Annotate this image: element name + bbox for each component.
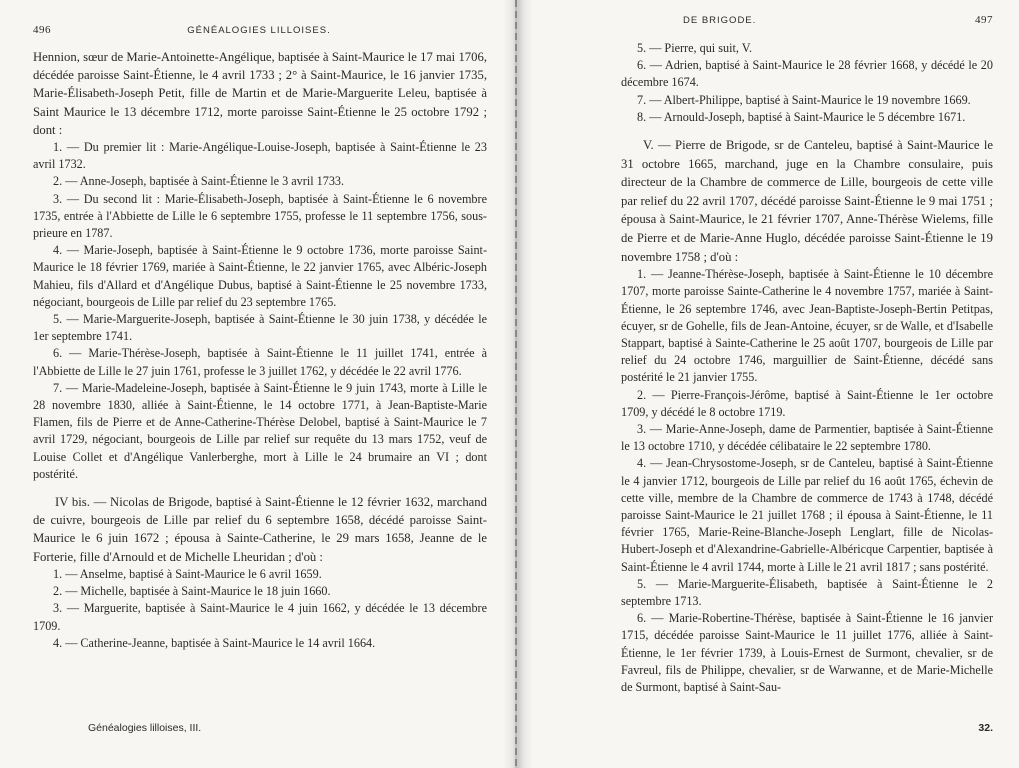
genealogy-entry: 3. — Marie-Anne-Joseph, dame de Parmentier, baptisée à Saint-Étienne le 13 octobre 1710, y décédée célibataire le 22 septembre 1780. [621, 422, 993, 454]
genealogy-entry: 4. — Marie-Joseph, baptisée à Saint-Étienne le 9 octobre 1736, morte paroisse Saint-Maurice le 18 février 1769, mariée à Saint-Étienne, le 22 janvier 1765, avec Albéric-Joseph Mahieu, fils d'Allard et d'Angélique Dubus, baptisé à Saint-Étienne le 25 novembre 1733, négociant, bourgeois de Lille par relief du 23 septembre 1765. [33, 243, 487, 309]
genealogy-entry: 1. — Du premier lit : Marie-Angélique-Louise-Joseph, baptisée à Saint-Étienne le 23 avril 1732. [33, 140, 487, 172]
left-page-body [33, 48, 487, 652]
genealogy-entry: 7. — Marie-Madeleine-Joseph, baptisée à Saint-Étienne le 9 juin 1743, morte à Lille le 28 novembre 1830, alliée à Saint-Étienne, le 14 octobre 1771, à Jean-Baptiste-Marie Flamen, fils de Pierre et de Anne-Catherine-Thérèse Delobel, baptisé à Saint-Maurice le 7 avril 1729, négociant, bourgeois de Lille par relief sur requête du 13 mars 1752, veuf de Louise Collet et d'Angélique Vanlerberghe, mort à Lille le 24 brumaire an VI ; dont postérité. [33, 380, 487, 481]
right-page [533, 0, 1019, 768]
genealogy-entry: 3. — Du second lit : Marie-Élisabeth-Joseph, baptisée à Saint-Étienne le 6 novembre 1735, entrée à l'Abbiette de Lille le 6 septembre 1755, professe le 11 septembre 1756, sous-prieure en 1787. [33, 191, 487, 241]
book-gutter [503, 0, 533, 768]
genealogy-entry: 6. — Adrien, baptisé à Saint-Maurice le 28 février 1668, y décédé le 20 décembre 1674. [621, 58, 993, 90]
genealogy-entry: 4. — Catherine-Jeanne, baptisée à Saint-Maurice le 14 avril 1664. [53, 635, 376, 650]
genealogy-entry: 2. — Anne-Joseph, baptisée à Saint-Étienne le 3 avril 1733. [53, 174, 345, 189]
right-running-head [621, 14, 993, 26]
generation-paragraph: IV bis. — Nicolas de Brigode, baptisé à Saint-Étienne le 12 février 1632, marchand de cuivre, bourgeois de Lille par relief du 6 septembre 1658, décédé paroisse Saint-Maurice le 6 juin 1672 ; épousa à Sainte-Catherine, le 29 mars 1658, Jeanne de le Forterie, fille d'Arnould et de Michelle Lheuridan ; d'où : [33, 495, 487, 564]
left-running-head [33, 24, 487, 36]
genealogy-entry: 5. — Marie-Marguerite-Joseph, baptisée à Saint-Étienne le 30 juin 1738, y décédée le 1er septembre 1741. [33, 312, 487, 344]
genealogy-entry: 7. — Albert-Philippe, baptisé à Saint-Maurice le 19 novembre 1669. [637, 92, 971, 107]
left-page-number: 496 [33, 24, 51, 36]
genealogy-entry: 3. — Marguerite, baptisée à Saint-Maurice le 4 juin 1662, y décédée le 13 décembre 1709. [33, 601, 487, 633]
right-running-title: DE BRIGODE. [683, 15, 757, 26]
genealogy-entry: 5. — Marie-Marguerite-Élisabeth, baptisée à Saint-Étienne le 2 septembre 1713. [621, 576, 993, 609]
footer-signature-mark: 32. [978, 722, 993, 734]
genealogy-entry: 6. — Marie-Thérèse-Joseph, baptisée à Saint-Étienne le 11 juillet 1741, entrée à l'Abbiette de Lille le 27 juin 1761, professe le 3 juillet 1762, y décédée le 22 avril 1776. [33, 346, 487, 378]
genealogy-entry: 8. — Arnould-Joseph, baptisé à Saint-Maurice le 5 décembre 1671. [637, 109, 966, 124]
continuation-paragraph: Hennion, sœur de Marie-Antoinette-Angélique, baptisée à Saint-Maurice le 17 mai 1706, décédée paroisse Saint-Étienne, le 4 avril 1733 ; 2° à Saint-Maurice, le 16 janvier 1735, Marie-Élisabeth-Joseph Petit, fille de Martin et de Marie-Marguerite Leleu, baptisée à Saint Maurice le 13 décembre 1712, morte paroisse Saint-Étienne le 25 octobre 1792 ; dont : [33, 50, 487, 137]
right-page-body [621, 40, 993, 696]
right-page-number: 497 [975, 14, 993, 26]
genealogy-entry: 4. — Jean-Chrysostome-Joseph, sr de Canteleu, baptisé à Saint-Étienne le 4 janvier 1712, bourgeois de Lille par relief du 16 août 1765, échevin de cette ville, membre de la Chambre de commerce de 1743 à 1748, décédé paroisse Saint-Maurice le 21 juillet 1768 ; il épousa à Saint-Étienne, le 11 février 1765, Marie-Reine-Blanche-Joseph Lenglart, fille de Nicolas-Hubert-Joseph et d'Alexandrine-Gabrielle-Albéricque Carpentier, baptisée à Saint-Étienne le 4 avril 1744, morte à Lille le 21 avril 1817 ; sans postérité. [621, 456, 993, 574]
left-page [0, 0, 503, 768]
genealogy-entry: 5. — Pierre, qui suit, V. [637, 41, 752, 55]
genealogy-entry: 2. — Michelle, baptisée à Saint-Maurice le 18 juin 1660. [53, 584, 331, 599]
left-running-title: GÉNÉALOGIES LILLOISES. [187, 25, 331, 36]
genealogy-entry: 6. — Marie-Robertine-Thérèse, baptisée à Saint-Étienne le 16 janvier 1715, décédée paroisse Saint-Maurice le 11 juillet 1776, alliée à Saint-Étienne, le 1er février 1739, à Louis-Ernest de Surmont, chevalier, sr de Favreul, fils de Philippe, chevalier, sr de Warwanne, et de Marie-Michelle de Surmont, baptisé à Saint-Sau- [621, 611, 993, 695]
gutter-crease [515, 0, 517, 768]
genealogy-entry: 2. — Pierre-François-Jérôme, baptisé à Saint-Étienne le 1er octobre 1709, y décédé le 8 octobre 1719. [621, 387, 993, 419]
footer-title: Généalogies lilloises, III. [88, 722, 202, 734]
right-page-footer [88, 722, 993, 734]
generation-paragraph: V. — Pierre de Brigode, sr de Canteleu, baptisé à Saint-Maurice le 31 octobre 1665, marchand, juge en la Chambre consulaire, puis directeur de la Chambre de commerce de Lille, bourgeois de cette ville par relief du 22 avril 1707, décédé paroisse Saint-Étienne le 9 mai 1751 ; épousa à Saint-Maurice, le 21 février 1707, Anne-Thérèse Wielems, fille de Pierre et de Marie-Anne Huglo, décédée paroisse Saint-Étienne le 19 novembre 1758 ; d'où : [621, 138, 993, 264]
genealogy-entry: 1. — Anselme, baptisé à Saint-Maurice le 6 avril 1659. [53, 566, 322, 581]
genealogy-entry: 1. — Jeanne-Thérèse-Joseph, baptisée à Saint-Étienne le 10 décembre 1707, morte paroisse Sainte-Catherine le 4 novembre 1757, mariée à Saint-Étienne, le 26 septembre 1746, avec Jean-Baptiste-Joseph-Bertin Petitpas, écuyer, sr de Gohelle, fils de Jean-Antoine, écuyer, sr de Walle, et d'Isabelle Stappart, baptisé à Sainte-Catherine le 25 août 1707, bourgeois de Lille par relief du 24 octobre 1746, marguillier de Saint-Étienne, décédé sans postérité le 21 janvier 1755. [621, 267, 993, 385]
